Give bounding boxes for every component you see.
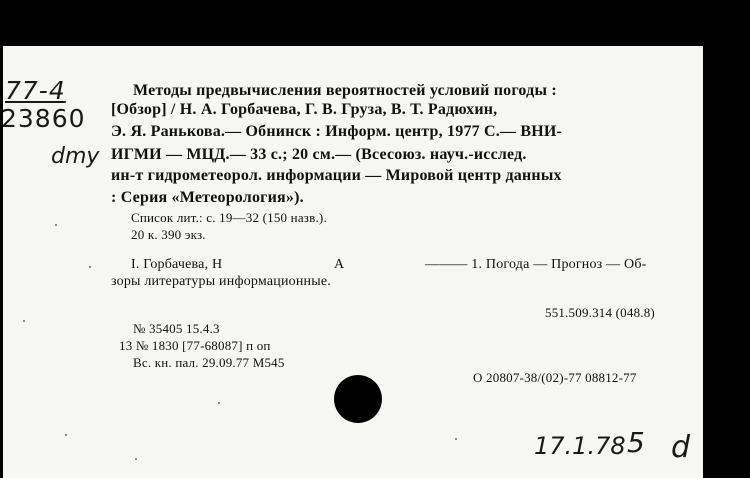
series-end-line: : Серия «Метеорология»). [111,189,304,206]
tracing-subject: ——— 1. Погода — Прогноз — Об- [425,257,647,272]
book-chamber-line: Вс. кн. пал. 29.09.77 М545 [133,355,285,370]
handwritten-mark: 5 [627,426,645,459]
publisher-line: Э. Я. Ранькова.— Обнинск : Информ. центр, 1977 С.— ВНИ- [111,123,563,140]
tracing-subject-end: зоры литературы информационные. [111,274,331,289]
catalog-card [3,46,703,478]
series-line: ин-т гидрометеорол. информации — Мировой центр данных [111,167,562,184]
speck [55,224,57,226]
authors-line: [Обзор] / Н. А. Горбачева, Г. В. Груза, В. Т. Радюхин, [111,101,498,118]
handwritten-date: 17.1.78 [534,432,626,460]
speck [89,266,91,268]
classification-code: О 20807-38/(02)-77 08812-77 [473,370,637,385]
handwritten-initials: dmy [51,144,100,169]
collation-line: ИГМИ — МЦД.— 33 с.; 20 см.— (Всесоюз. науч.-исслед. [111,146,527,163]
print-order: 13 № 1830 [77-68087] п оп [119,338,271,353]
udc-code: 551.509.314 (048.8) [545,305,655,320]
title-line: Методы предвычисления вероятностей условий погоды : [133,82,557,99]
handwritten-shelf-code: 77-4 [5,76,66,105]
handwritten-signature: d [671,430,691,465]
speck [455,438,457,440]
print-number: № 35405 15.4.3 [133,321,220,336]
speck [65,434,67,436]
price-note: 20 к. 390 экз. [131,227,206,242]
handwritten-accession-number: 23860 [1,104,86,133]
speck [218,402,220,404]
speck [135,458,137,460]
speck [23,320,25,322]
tracing-initial: А [334,257,345,272]
bibliography-note: Список лит.: с. 19—32 (150 назв.). [131,210,327,225]
punch-hole [334,375,382,423]
tracing-author: I. Горбачева, Н [131,257,223,272]
